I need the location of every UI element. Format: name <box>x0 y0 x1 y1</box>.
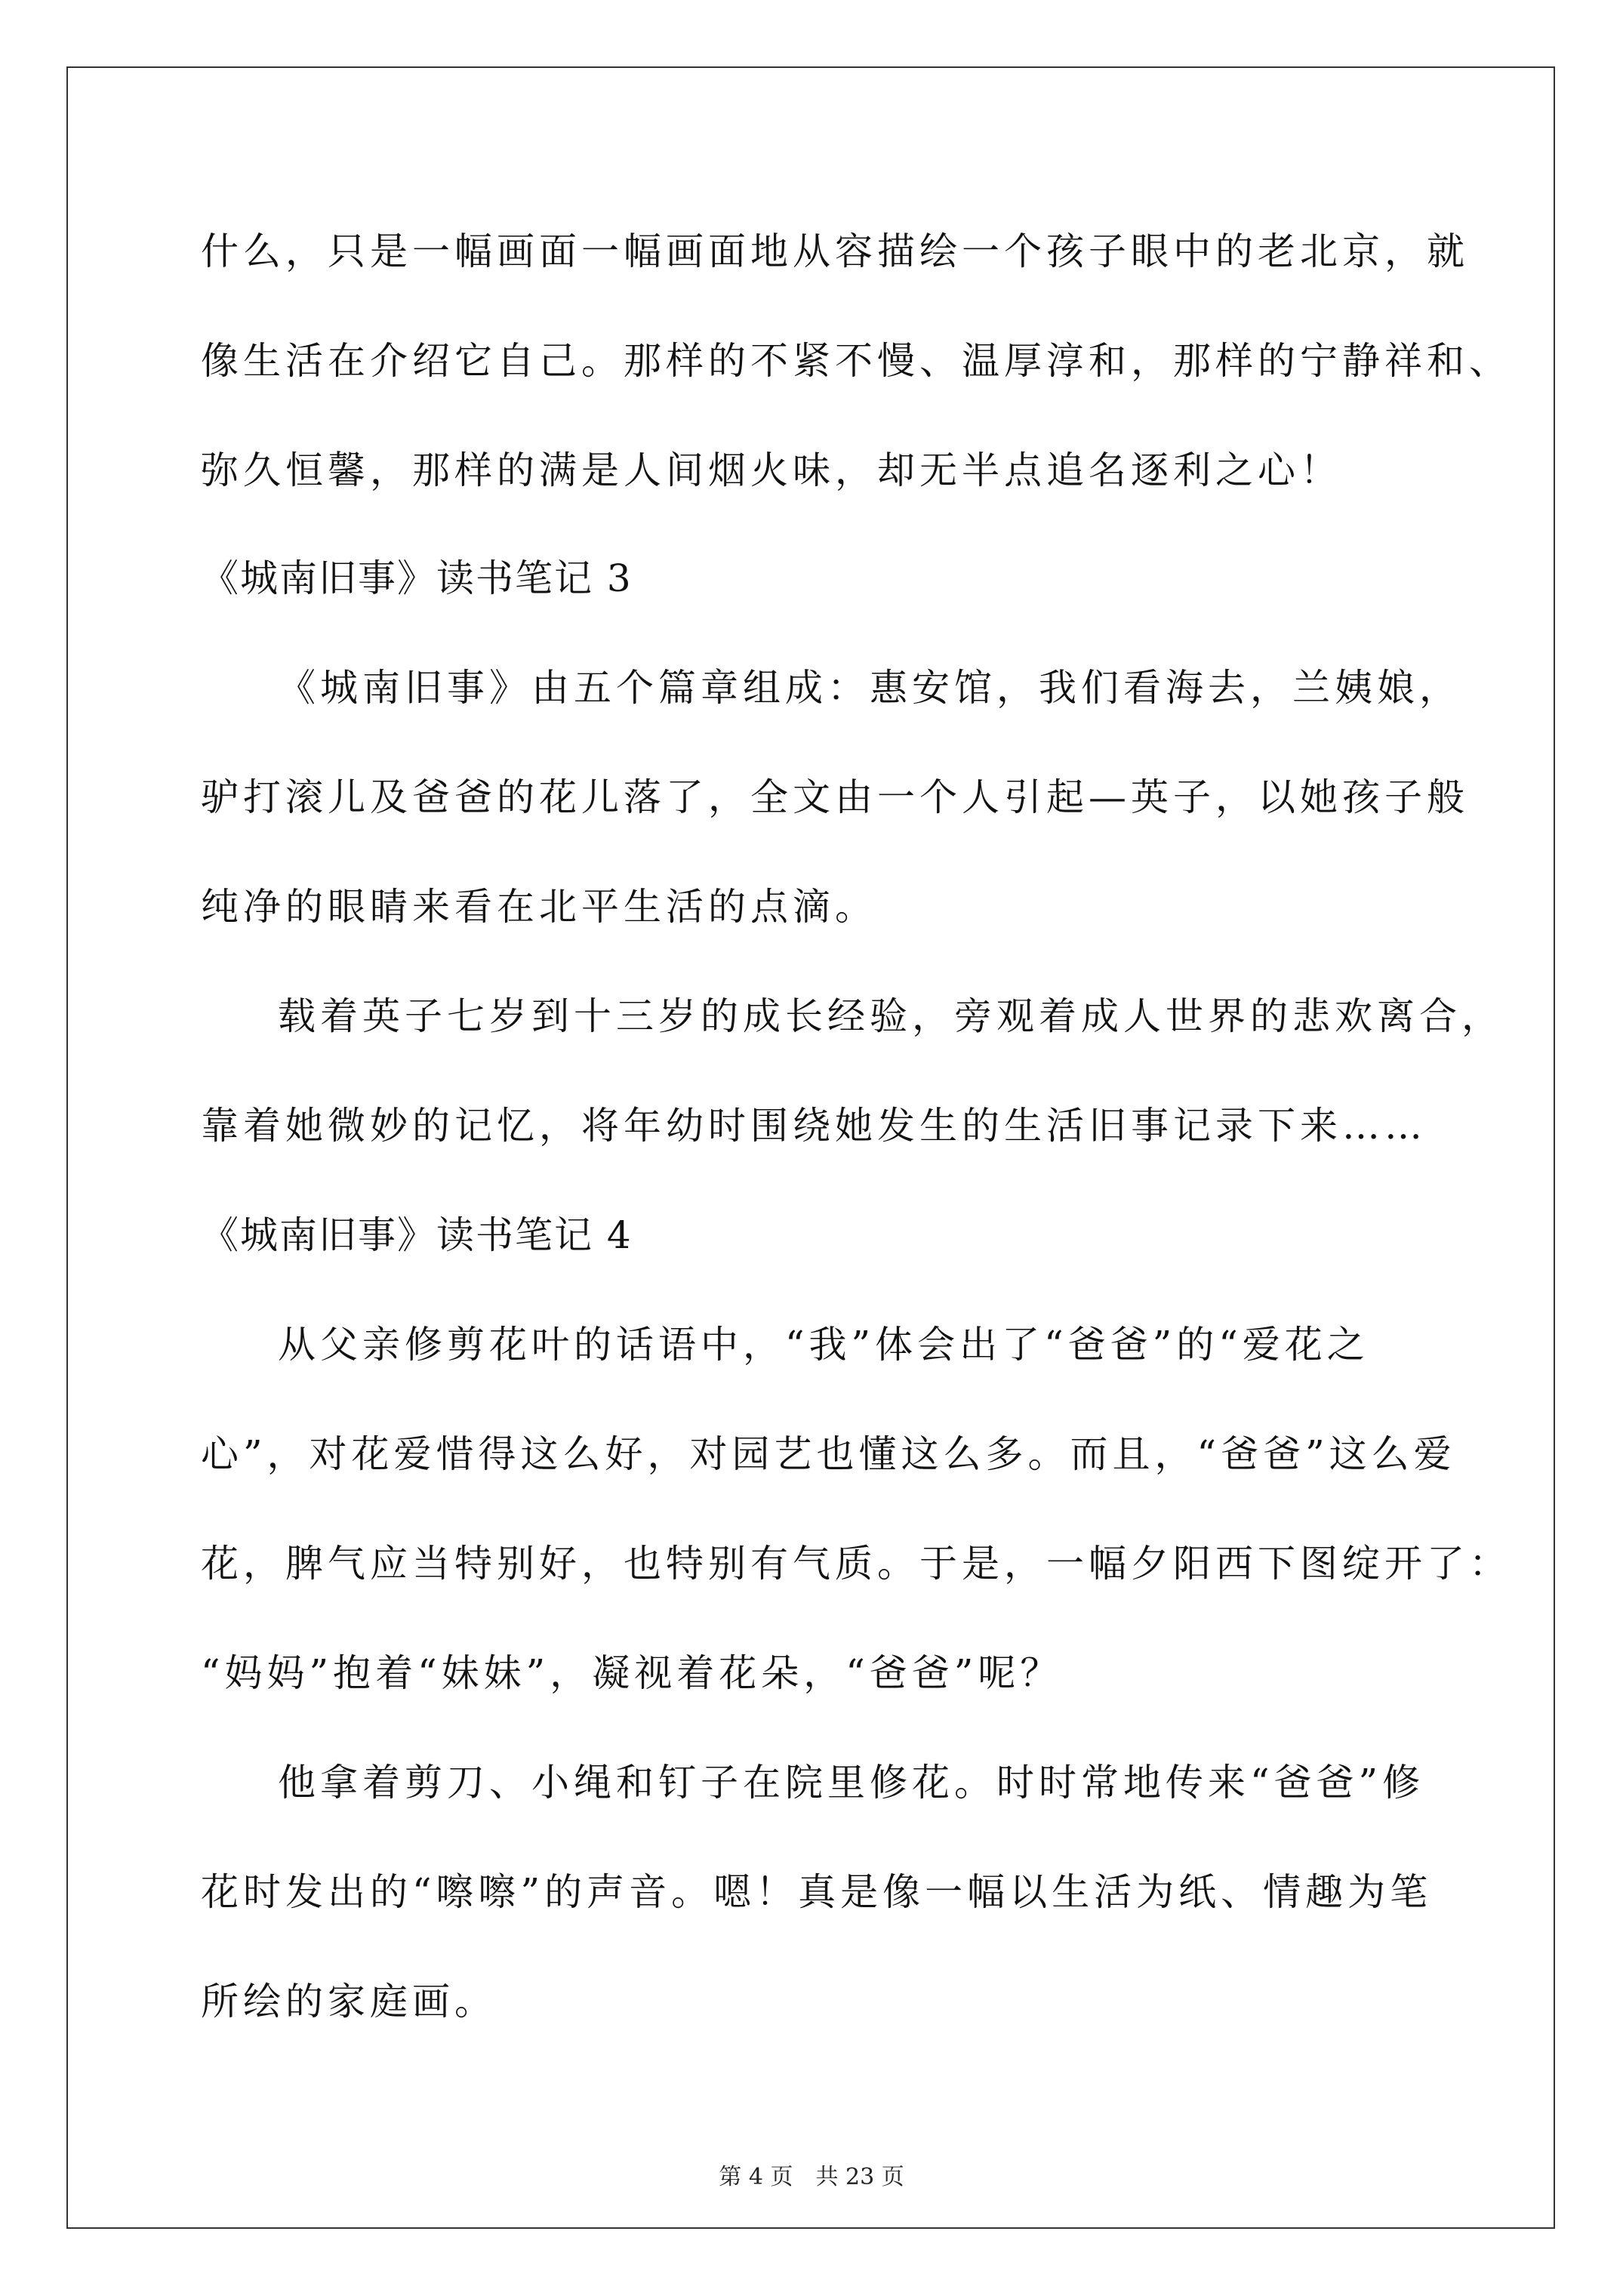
paragraph-line: 驴打滚儿及爸爸的花儿落了，全文由一个人引起—英子，以她孩子般 <box>201 775 1469 819</box>
paragraph-line: 花，脾气应当特别好，也特别有气质。于是，一幅夕阳西下图绽开了： <box>201 1542 1511 1586</box>
paragraph-line: 所绘的家庭画。 <box>201 1980 497 2023</box>
section-heading: 《城南旧事》读书笔记 4 <box>201 1213 633 1257</box>
paragraph-line: 从父亲修剪花叶的话语中，“我”体会出了“爸爸”的“爱花之 <box>278 1323 1369 1367</box>
paragraph-line: 他拿着剪刀、小绳和钉子在院里修花。时时常地传来“爸爸”修 <box>278 1761 1425 1804</box>
paragraph-line: 心”，对花爱惜得这么好，对园艺也懂这么多。而且，“爸爸”这么爱 <box>201 1432 1456 1476</box>
paragraph-line: 什么，只是一幅画面一幅画面地从容描绘一个孩子眼中的老北京，就 <box>201 230 1469 273</box>
paragraph-line: 靠着她微妙的记忆，将年幼时围绕她发生的生活旧事记录下来…… <box>201 1104 1427 1148</box>
paragraph-line: 纯净的眼睛来看在北平生活的点滴。 <box>201 885 877 929</box>
paragraph-line: 弥久恒馨，那样的满是人间烟火味，却无半点追名逐利之心！ <box>201 448 1342 492</box>
paragraph-line: 花时发出的“嚓嚓”的声音。嗯！真是像一幅以生活为纸、情趣为笔 <box>201 1870 1433 1914</box>
paragraph-line: 载着英子七岁到十三岁的成长经验，旁观着成人世界的悲欢离合， <box>278 994 1504 1038</box>
section-heading: 《城南旧事》读书笔记 3 <box>201 556 633 600</box>
paragraph-line: 像生活在介绍它自己。那样的不紧不慢、温厚淳和，那样的宁静祥和、 <box>201 339 1511 383</box>
paragraph-line: 《城南旧事》由五个篇章组成：惠安馆，我们看海去，兰姨娘， <box>278 666 1461 710</box>
page-number-footer: 第 4 页 共 23 页 <box>719 2164 904 2190</box>
paragraph-line: “妈妈”抱着“妹妹”，凝视着花朵，“爸爸”呢？ <box>201 1651 1063 1695</box>
